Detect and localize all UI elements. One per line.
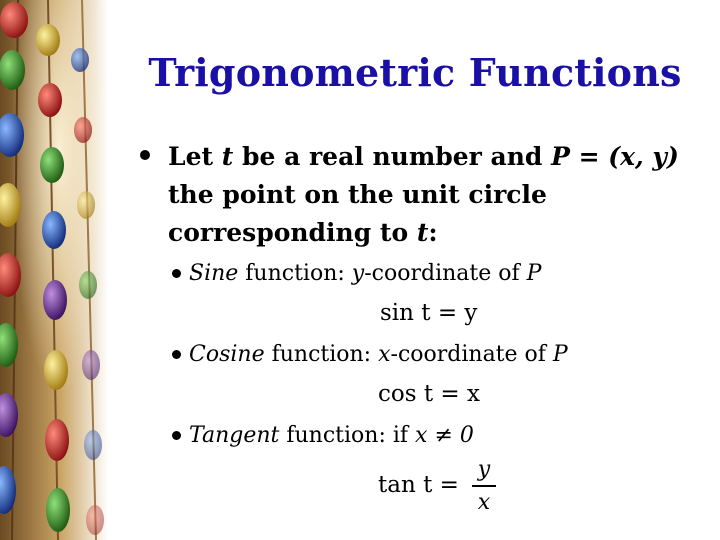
main-bullet-text (168, 138, 700, 252)
abacus-beads-icon (0, 0, 108, 540)
fraction-bar (472, 485, 496, 487)
tangent-text: function: if (279, 423, 416, 448)
fraction-denominator: x (477, 489, 491, 515)
intro-part4: : (428, 218, 438, 247)
cosine-tail: -coordinate of (390, 342, 553, 367)
fraction-numerator: y (477, 457, 491, 482)
cosine-text: function: (264, 342, 379, 367)
cosine-formula: cos t = x (378, 381, 480, 407)
tangent-name: Tangent (189, 423, 280, 448)
sine-coord: y (351, 261, 365, 286)
tangent-item (172, 421, 474, 451)
intro-var-t: t (221, 142, 234, 171)
sine-item (172, 259, 541, 289)
tangent-fraction (472, 458, 496, 515)
intro-part3: the point on the unit circle corresponding to (168, 180, 547, 247)
intro-point-expr: P = (x, y) (551, 142, 679, 171)
cosine-point: P (552, 342, 568, 367)
intro-part1: Let (168, 142, 222, 171)
bullet-dot (172, 350, 181, 359)
cosine-coord: x (378, 342, 391, 367)
slide-title: Trigonometric Functions (148, 50, 682, 95)
cosine-item (172, 340, 568, 370)
cosine-name: Cosine (189, 342, 265, 367)
bullet-dot (140, 150, 150, 160)
sine-tail: -coordinate of (364, 261, 527, 286)
bullet-dot (172, 431, 181, 440)
main-bullet (140, 138, 700, 252)
sine-text: function: (238, 261, 352, 286)
intro-var-t2: t (416, 218, 429, 247)
sine-name: Sine (189, 261, 239, 286)
sine-formula: sin t = y (380, 300, 478, 326)
tangent-condition: x ≠ 0 (415, 423, 474, 448)
tangent-formula-lhs: tan t = (378, 472, 459, 498)
bullet-dot (172, 269, 181, 278)
intro-part2: be a real number and (233, 142, 552, 171)
sine-point: P (526, 261, 542, 286)
